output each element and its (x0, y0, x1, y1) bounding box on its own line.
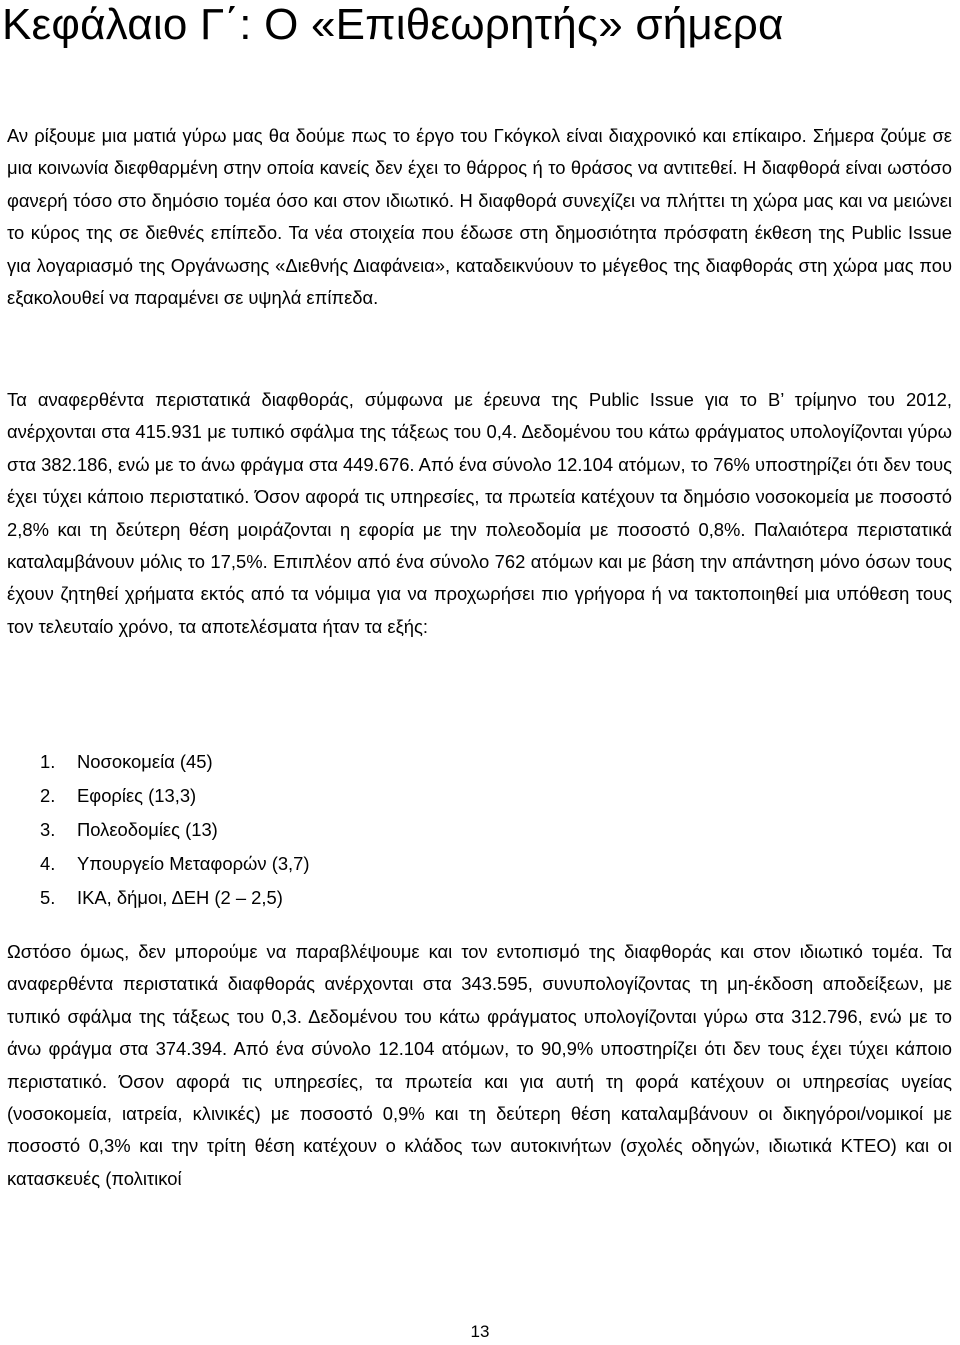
list-item-text: ΙΚΑ, δήμοι, ΔΕΗ (2 – 2,5) (77, 887, 283, 908)
list-item-text: Πολεοδομίες (13) (77, 819, 218, 840)
list-item-number: 1. (40, 751, 56, 772)
list-item (40, 745, 310, 779)
chapter-title: Κεφάλαιο Γ΄: Ο «Επιθεωρητής» σήμερα (2, 0, 784, 49)
list-item-text: Εφορίες (13,3) (77, 785, 197, 806)
results-list (40, 745, 310, 915)
paragraph-public-sector-stats: Τα αναφερθέντα περιστατικά διαφθοράς, σύμφωνα με έρευνα της Public Issue για το Β’ τρίμηνο του 2012, ανέρχονται στα 415.931 με τυπικό σφάλμα της τάξεως του 0,4. Δεδομένου του κάτω φράγματος υπολογίζονται γύρω στα 382.186, ενώ με το άνω φράγμα στα 449.676. Από ένα σύνολο 12.104 ατόμων, το 76% υποστηρίζει ότι δεν τους έχει τύχει κάποιο περιστατικό. Όσον αφορά τις υπηρεσίες, τα πρωτεία κατέχουν τα δημόσιο νοσοκομεία με ποσοστό 2,8% και τη δεύτερη θέση μοιράζονται η εφορία με την πολεοδομία με ποσοστό 0,8%. Παλαιότερα περιστατικά καταλαμβάνουν μόλις το 17,5%. Επιπλέον από ένα σύνολο 762 ατόμων και με βάση την απάντηση μόνο όσων τους έχουν ζητηθεί χρήματα εκτός από τα νόμιμα για να προχωρήσει πιο γρήγορα ή να τακτοποιηθεί μια υπόθεση τους τον τελευταίο χρόνο, τα αποτελέσματα ήταν τα εξής: (7, 389, 952, 637)
list-item-text: Νοσοκομεία (45) (77, 751, 213, 772)
list-item-number: 4. (40, 853, 56, 874)
list-item-number: 2. (40, 785, 56, 806)
paragraph-private-sector-stats: Ωστόσο όμως, δεν μπορούμε να παραβλέψουμε και τον εντοπισμό της διαφθοράς και στον ιδιωτικό τομέα. Τα αναφερθέντα περιστατικά διαφθοράς ανέρχονται στα 343.595, συνυπολογίζοντας τη μη-έκδοση αποδείξεων, με τυπικό σφάλμα της τάξεως του 0,3. Δεδομένου του κάτω φράγματος υπολογίζονται γύρω στα 312.796, ενώ με το άνω φράγμα στα 374.394. Από ένα σύνολο 12.104 ατόμων, το 90,9% υποστηρίζει ότι δεν τους έχει τύχει κάποιο περιστατικό. Όσον αφορά τις υπηρεσίες, τα πρωτεία και για αυτή τη φορά κατέχουν οι υπηρεσίας υγείας (νοσοκομεία, ιατρεία, κλινικές) με ποσοστό 0,9% και τη δεύτερη θέση καταλαμβάνουν οι δικηγόροι/νομικοί με ποσοστό 0,3% και την τρίτη θέση κατέχουν ο κλάδος των αυτοκινήτων (σχολές οδηγών, ιδιωτικά ΚΤΕΟ) και οι κατασκευές (πολιτικοί (7, 941, 952, 1189)
page-number: 13 (470, 1322, 490, 1341)
list-item (40, 779, 310, 813)
list-item (40, 847, 310, 881)
list-item-text: Υπουργείο Μεταφορών (3,7) (77, 853, 310, 874)
paragraph-intro: Αν ρίξουμε μια ματιά γύρω μας θα δούμε πως το έργο του Γκόγκολ είναι διαχρονικό και επίκαιρο. Σήμερα ζούμε σε μια κοινωνία διεφθαρμένη στην οποία κανείς δεν έχει το θάρρος ή το θράσος να αντιτεθεί. Η διαφθορά είναι ωστόσο φανερή τόσο στο δημόσιο τομέα όσο και στον ιδιωτικό. Η διαφθορά συνεχίζει να πλήττει τη χώρα μας και να μειώνει το κύρος της σε διεθνές επίπεδο. Τα νέα στοιχεία που έδωσε στη δημοσιότητα πρόσφατη έκθεση της Public Issue για λογαριασμό της Οργάνωσης «Διεθνής Διαφάνεια», καταδεικνύουν το μέγεθος της διαφθοράς στη χώρα μας που εξακολουθεί να παραμένει σε υψηλά επίπεδα. (7, 125, 952, 309)
list-item-number: 3. (40, 819, 56, 840)
list-item-number: 5. (40, 887, 56, 908)
list-item (40, 881, 310, 915)
list-item (40, 813, 310, 847)
